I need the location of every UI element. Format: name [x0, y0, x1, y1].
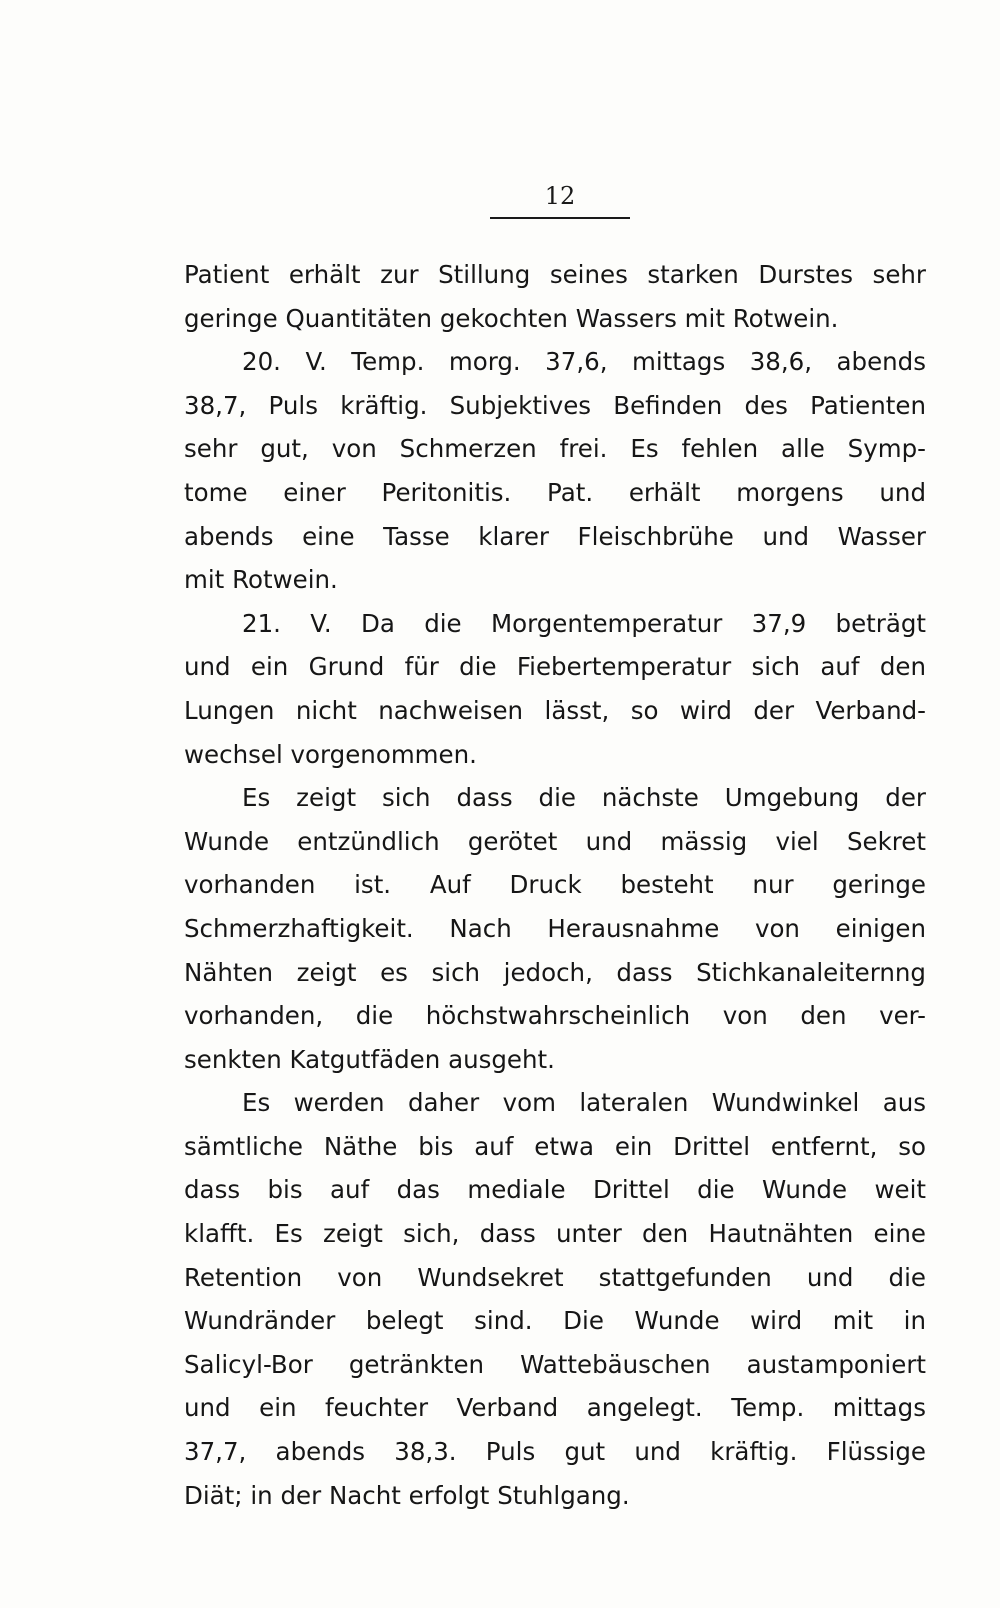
text-line: dass bis auf das mediale Drittel die Wunde weit — [184, 1175, 926, 1205]
text-line: Lungen nicht nachweisen lässt, so wird der Verband- — [184, 695, 926, 725]
text-line: vorhanden, die höchstwahrscheinlich von den ver- — [184, 1001, 926, 1031]
text-line: Diät; in der Nacht erfolgt Stuhlgang. — [184, 1480, 630, 1510]
paragraph — [184, 776, 926, 1081]
text-line: sämtliche Näthe bis auf etwa ein Drittel entfernt, so — [184, 1131, 926, 1161]
text-line: tome einer Peritonitis. Pat. erhält morgens und — [184, 477, 926, 507]
text-line: 37,7, abends 38,3. Puls gut und kräftig. Flüssige — [184, 1437, 926, 1467]
text-line: Patient erhält zur Stillung seines starken Durstes sehr — [184, 260, 926, 289]
page-number-rule — [490, 217, 630, 219]
text-line: Wundränder belegt sind. Die Wunde wird mit in — [184, 1306, 926, 1336]
page-number: 12 — [544, 182, 576, 210]
text-line: und ein Grund für die Fiebertemperatur sich auf den — [184, 652, 926, 682]
paragraph — [184, 602, 926, 776]
text-line: 38,7, Puls kräftig. Subjektives Befinden des Patienten — [184, 390, 926, 420]
text-line: Es zeigt sich dass die nächste Umgebung der — [242, 783, 926, 813]
text-line: vorhanden ist. Auf Druck besteht nur geringe — [184, 870, 926, 900]
text-line: 21. V. Da die Morgentemperatur 37,9 beträgt — [242, 608, 926, 638]
text-line: Es werden daher vom lateralen Wundwinkel aus — [242, 1088, 926, 1118]
text-line: Retention von Wundsekret stattgefunden und die — [184, 1262, 926, 1292]
text-line: Wunde entzündlich gerötet und mässig viel Sekret — [184, 826, 926, 856]
text-line: 20. V. Temp. morg. 37,6, mittags 38,6, abends — [242, 347, 926, 377]
text-line: wechsel vorgenommen. — [184, 739, 477, 769]
text-line: geringe Quantitäten gekochten Wassers mit Rotwein. — [184, 303, 839, 333]
paragraph — [184, 340, 926, 602]
paragraph — [184, 253, 926, 340]
text-line: Schmerzhaftigkeit. Nach Herausnahme von einigen — [184, 913, 926, 943]
text-line: mit Rotwein. — [184, 565, 338, 595]
text-line: klafft. Es zeigt sich, dass unter den Hautnähten eine — [184, 1219, 926, 1249]
paragraph — [184, 1081, 926, 1517]
body-text — [184, 253, 926, 1517]
text-line: sehr gut, von Schmerzen frei. Es fehlen alle Symp- — [184, 434, 926, 464]
text-line: Salicyl-Bor getränkten Wattebäuschen austamponiert — [184, 1349, 926, 1379]
text-line: Nähten zeigt es sich jedoch, dass Stichkanaleiternng — [184, 957, 926, 987]
text-line: abends eine Tasse klarer Fleischbrühe und Wasser — [184, 521, 926, 551]
text-line: und ein feuchter Verband angelegt. Temp. mittags — [184, 1393, 926, 1423]
text-line: senkten Katgutfäden ausgeht. — [184, 1044, 555, 1074]
